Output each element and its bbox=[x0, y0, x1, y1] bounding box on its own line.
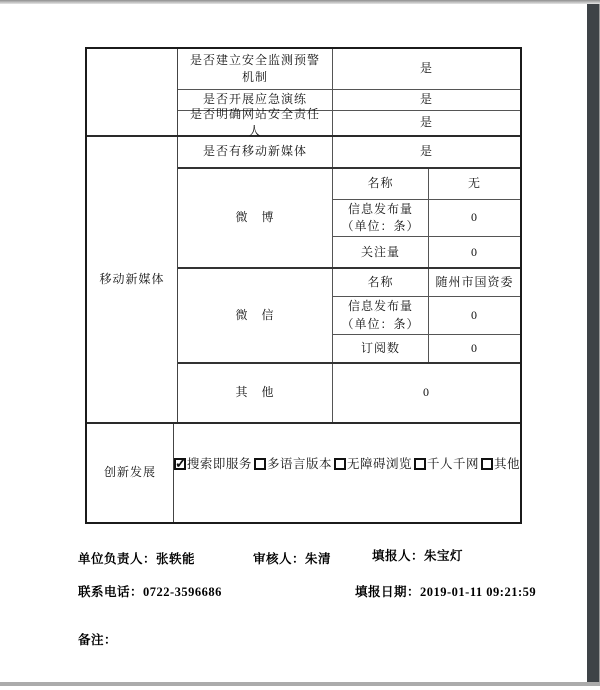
innovation-options bbox=[174, 455, 520, 473]
field-value: 0 bbox=[471, 340, 478, 355]
table-row bbox=[178, 49, 520, 89]
reviewer-line bbox=[253, 549, 331, 567]
viewer-top-strip bbox=[0, 0, 600, 4]
field-value: 0 bbox=[471, 307, 478, 322]
question-value: 是 bbox=[419, 115, 433, 130]
viewer-bottom-strip bbox=[0, 682, 600, 686]
field-label-line1: 信息发布量 bbox=[347, 201, 413, 216]
reviewer-value: 朱清 bbox=[305, 552, 332, 566]
section-innovation bbox=[87, 422, 520, 522]
report-date-value: 2019-01-11 09:21:59 bbox=[420, 585, 537, 599]
field-label-line1: 名称 bbox=[367, 176, 394, 191]
question-value: 是 bbox=[419, 92, 433, 107]
field-value: 0 bbox=[471, 244, 478, 259]
checkbox-qianren-qianwang[interactable] bbox=[414, 458, 426, 470]
checkbox-multilingual[interactable] bbox=[254, 458, 266, 470]
unit-head-label: 单位负责人： bbox=[78, 552, 157, 566]
unit-head-line bbox=[78, 549, 195, 567]
filler-line bbox=[372, 546, 463, 564]
checkbox-label: 搜索即服务 bbox=[186, 456, 252, 471]
viewer-right-strip bbox=[587, 4, 599, 682]
other-value: 0 bbox=[423, 385, 430, 400]
question-value: 是 bbox=[419, 61, 433, 76]
unit-head-value: 张轶能 bbox=[156, 552, 196, 566]
field-label-line1: 名称 bbox=[367, 274, 394, 289]
field-value: 0 bbox=[471, 210, 478, 225]
table-row bbox=[178, 362, 520, 422]
question-label: 是否建立安全监测预警机制 bbox=[178, 49, 333, 89]
field-value: 无 bbox=[467, 176, 481, 191]
field-label bbox=[333, 297, 429, 334]
wechat-block bbox=[178, 267, 520, 362]
field-label-line2: （单位：条） bbox=[341, 316, 420, 331]
checkbox-label: 千人千网 bbox=[426, 456, 479, 471]
checkbox-other[interactable] bbox=[481, 458, 493, 470]
phone-value: 0722-3596686 bbox=[143, 585, 222, 599]
field-label-line2: （单位：条） bbox=[341, 219, 420, 233]
checkbox-accessibility[interactable] bbox=[334, 458, 346, 470]
weibo-block bbox=[178, 167, 520, 267]
category-label: 创新发展 bbox=[87, 424, 174, 522]
phone-line bbox=[78, 582, 222, 600]
field-label-line1: 信息发布量 bbox=[347, 299, 413, 314]
checkbox-search-service[interactable] bbox=[174, 458, 186, 470]
checkbox-label: 多语言版本 bbox=[266, 456, 332, 471]
table-row bbox=[178, 137, 520, 167]
remarks-line bbox=[78, 630, 117, 648]
innovation-options-cell bbox=[174, 424, 520, 522]
report-date-line bbox=[355, 582, 536, 600]
table-row bbox=[333, 296, 520, 334]
wechat-label: 微 信 bbox=[178, 269, 333, 362]
question-label: 是否开展应急演练 bbox=[178, 90, 333, 110]
field-label bbox=[333, 200, 429, 237]
table-row bbox=[333, 199, 520, 237]
question-value: 是 bbox=[419, 144, 433, 159]
field-label-line1: 关注量 bbox=[360, 244, 400, 259]
table-row bbox=[333, 334, 520, 362]
weibo-label: 微 博 bbox=[178, 169, 333, 267]
table-row bbox=[178, 106, 520, 138]
question-label: 是否有移动新媒体 bbox=[178, 137, 333, 167]
filler-label: 填报人： bbox=[372, 549, 425, 563]
filler-value: 朱宝灯 bbox=[424, 549, 464, 563]
checkbox-label: 其他 bbox=[493, 456, 520, 471]
field-label-line1: 订阅数 bbox=[360, 340, 400, 355]
section-security bbox=[87, 49, 520, 138]
checkbox-label: 无障碍浏览 bbox=[346, 456, 412, 471]
field-value: 随州市国资委 bbox=[435, 274, 514, 289]
category-label: 移动新媒体 bbox=[87, 137, 178, 422]
table-row bbox=[333, 236, 520, 267]
remarks-label: 备注： bbox=[78, 633, 118, 647]
question-label: 是否明确网站安全责任人 bbox=[178, 111, 333, 135]
table-row bbox=[333, 269, 520, 296]
other-label: 其 他 bbox=[178, 364, 333, 422]
section-mobile-media bbox=[87, 135, 520, 422]
field-label bbox=[333, 269, 429, 296]
field-label bbox=[333, 237, 429, 267]
phone-label: 联系电话： bbox=[78, 585, 144, 599]
table-row bbox=[333, 169, 520, 199]
section-security-category-cell bbox=[87, 49, 178, 135]
report-date-label: 填报日期： bbox=[355, 585, 421, 599]
report-table bbox=[85, 47, 522, 524]
field-label bbox=[333, 335, 429, 362]
reviewer-label: 审核人： bbox=[253, 552, 306, 566]
field-label bbox=[333, 169, 429, 199]
